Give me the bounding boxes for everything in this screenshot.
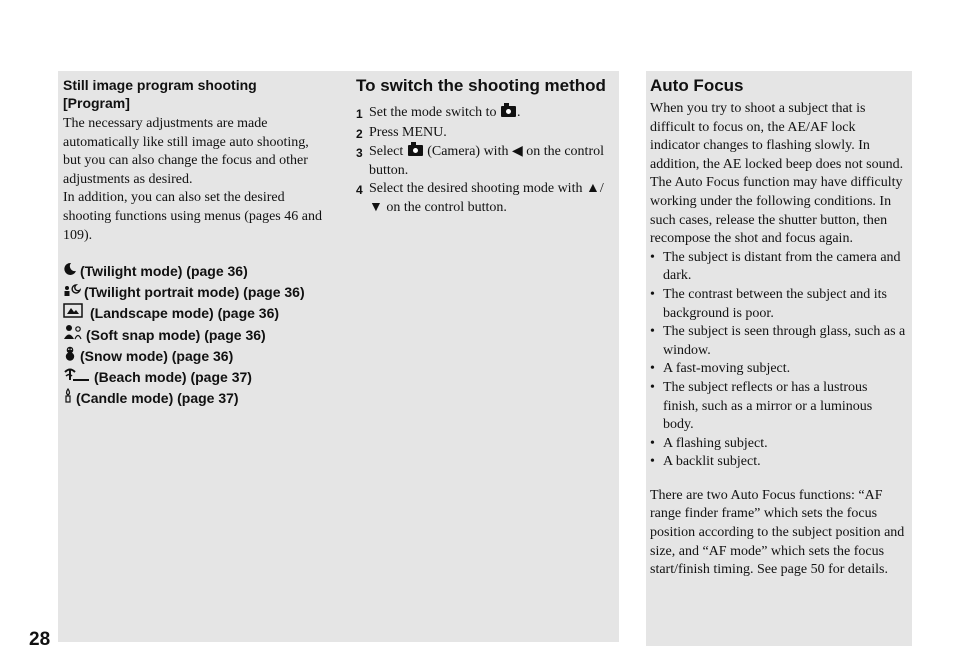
step-text: Select the desired shooting mode with ▲/▼ on the control button. [369,181,604,215]
scene-mode-label: (Beach mode) (page 37) [94,369,252,386]
scene-mode-label: (Candle mode) (page 37) [76,390,239,407]
auto-focus-heading: Auto Focus [650,76,744,95]
snow-icon [63,346,77,367]
twilight-icon [63,261,77,282]
scene-mode-label: (Twilight mode) (page 36) [80,263,248,280]
auto-focus-section [650,76,906,580]
steps-list [356,104,606,218]
step-item [356,124,606,144]
candle-icon [63,388,73,409]
soft-snap-icon [63,324,83,346]
scene-mode-item [63,261,323,282]
switch-method-section [356,76,606,218]
program-shooting-heading: Still image program shooting [Program] [63,77,257,111]
page-number: 28 [29,629,51,650]
camera-icon [408,145,423,156]
condition-item: • A backlit subject. [650,453,906,472]
condition-item: • The contrast between the subject and its background is poor. [650,286,906,323]
condition-text: A flashing subject. [663,435,768,451]
step-text: Select [369,144,404,160]
step-number: 2 [356,126,363,141]
scene-mode-item [63,324,323,346]
scene-mode-item [63,282,323,303]
scene-mode-list [63,261,323,409]
scene-mode-label: (Landscape mode) (page 36) [90,305,280,322]
program-shooting-menus-paragraph: In addition, you can also set the desired shooting functions using menus (pages 46 and 109). [63,190,322,243]
landscape-icon [63,303,83,324]
step-number: 4 [356,183,363,198]
condition-text: The subject reflects or has a lustrous finish, such as a mirror or a luminous body. [663,379,873,433]
condition-text: A fast-moving subject. [663,361,791,377]
twilight-portrait-icon [63,282,81,303]
step-text: Set the mode switch to [369,105,497,120]
step-text-end: . [517,105,521,120]
condition-text: The contrast between the subject and its background is poor. [663,286,887,321]
switch-method-heading: To switch the shooting method [356,76,606,95]
scene-mode-label: (Twilight portrait mode) (page 36) [84,284,305,301]
step-number: 3 [356,146,363,161]
auto-focus-functions-paragraph: There are two Auto Focus functions: “AF range finder frame” which sets the focus position according to the subject position and size, and “AF mode” which sets the focus start/finish timing. See page 50 for details. [650,487,905,578]
auto-focus-paragraph: When you try to shoot a subject that is difficult to focus on, the AE/AF lock indicator changes to flashing slowly. In addition, the AE locked beep does not sound. [650,101,904,172]
condition-item: • The subject reflects or has a lustrous finish, such as a mirror or a luminous body. [650,379,906,435]
step-item [356,104,606,124]
condition-text: The subject is seen through glass, such as a window. [663,324,906,358]
step-item [356,180,606,217]
condition-text: A backlit subject. [663,454,761,470]
program-shooting-section [63,76,323,409]
conditions-list [650,249,906,472]
scene-mode-item [63,303,323,324]
condition-item: • The subject is distant from the camera and dark. [650,249,906,286]
step-number: 1 [356,107,363,121]
condition-text: The subject is distant from the camera and dark. [663,249,901,284]
scene-mode-label: (Snow mode) (page 36) [80,348,234,365]
beach-icon [63,367,89,388]
camera-icon [501,106,516,117]
condition-item: • The subject is seen through glass, such as a window. [650,323,906,360]
scene-mode-item [63,367,323,388]
scene-mode-item [63,346,323,367]
program-shooting-paragraph: The necessary adjustments are made automatically like still image auto shooting, but you can also change the focus and other adjustments as desired. [63,116,309,187]
auto-focus-conditions-paragraph: The Auto Focus function may have difficulty working under the following conditions. In such cases, release the shutter button, then recompose the shot and focus again. [650,175,903,247]
step-text: Press MENU. [369,124,447,140]
step-text-end: (Camera) with ◀ on the control button. [369,144,604,178]
step-item [356,143,606,180]
scene-mode-label: (Soft snap mode) (page 36) [86,326,266,343]
scene-mode-item [63,388,323,409]
condition-item: • A flashing subject. [650,435,906,454]
condition-item: • A fast-moving subject. [650,360,906,379]
